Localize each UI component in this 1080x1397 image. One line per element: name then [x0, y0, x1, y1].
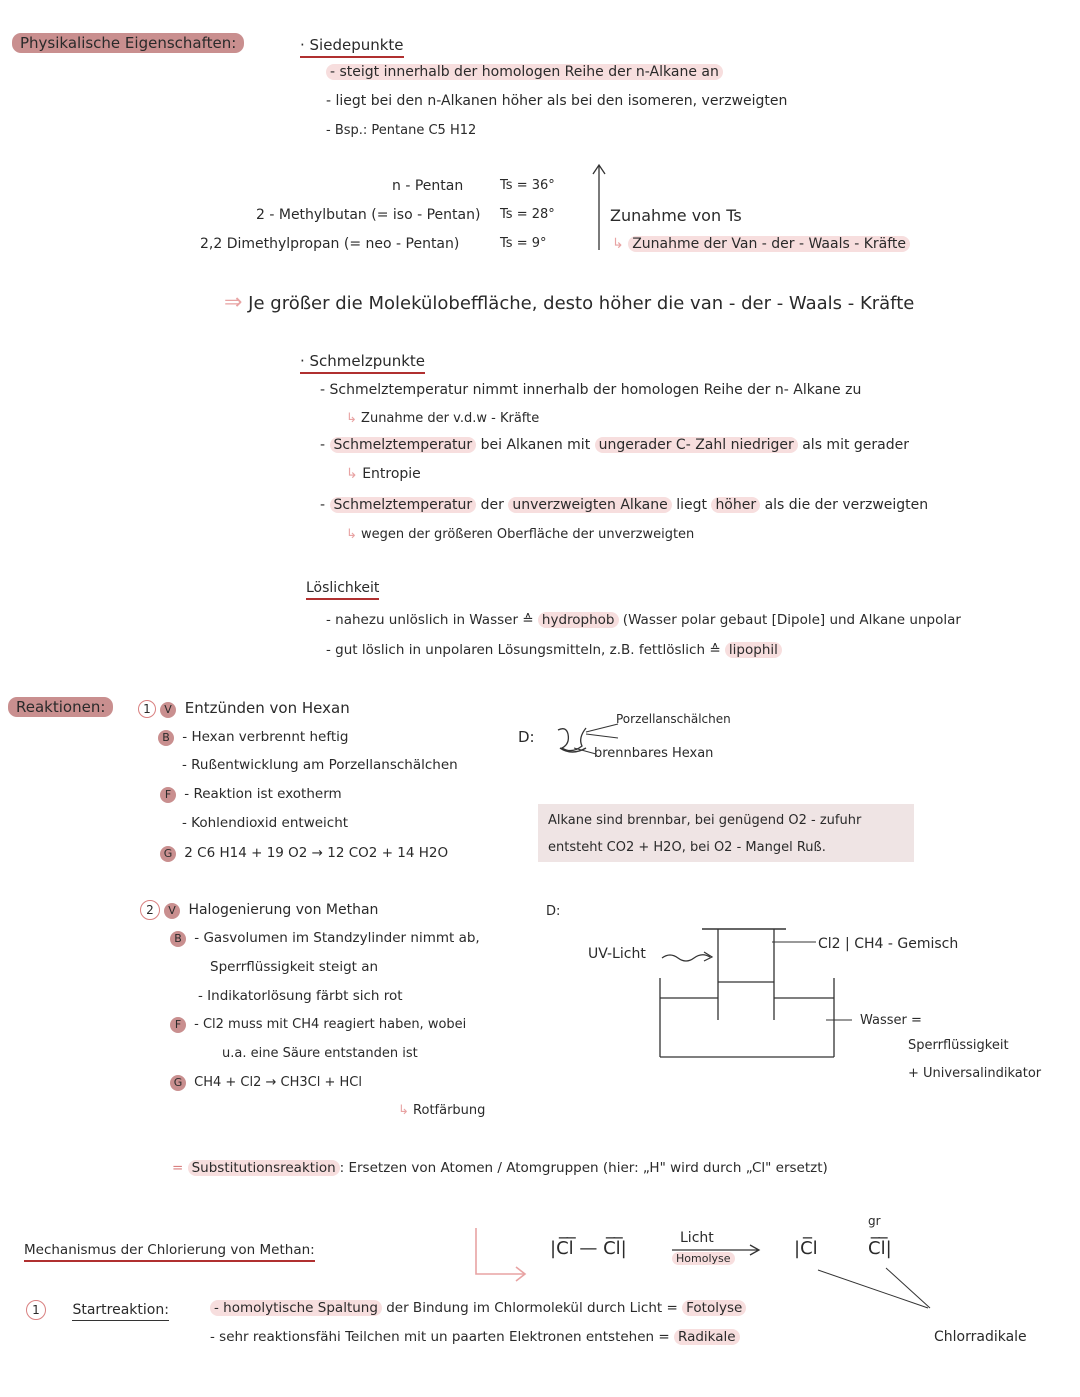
turn-arrow-icon: ↳ [346, 466, 358, 482]
r2-rotfaerbung: ↳ Rotfärbung [398, 1103, 486, 1118]
r1-b-badge: B [158, 730, 174, 746]
r2-uv-label: UV-Licht [588, 946, 646, 962]
chlorradikale-label: Chlorradikale [934, 1329, 1027, 1345]
loes-line-1: - nahezu unlöslich in Wasser ≙ hydrophob (Wasser polar gebaut [Dipole] und Alkane unpolar [326, 612, 961, 628]
turn-arrow-icon: ↳ [346, 411, 357, 426]
licht-label: Licht [680, 1230, 714, 1246]
r1-equation: G 2 C6 H14 + 19 O2 → 12 CO2 + 14 H2O [160, 845, 448, 862]
start-number: 1 [26, 1300, 46, 1320]
r1-g-badge: G [160, 846, 176, 862]
conclusion: ⇒ Je größer die Molekülobeffläche, desto höher die van - der - Waals - Kräfte [224, 290, 915, 315]
pentan-name-1: n - Pentan [392, 178, 464, 194]
r1-versuch: 1 V Entzünden von Hexan [138, 699, 350, 718]
start-line-2: - sehr reaktionsfähi Teilchen mit un paarten Elektronen entstehen = Radikale [210, 1329, 740, 1345]
r2-b3: - Indikatorlösung färbt sich rot [198, 988, 403, 1004]
r1-b2: - Rußentwicklung am Porzellanschälchen [182, 757, 458, 773]
schmelz-line-1-sub: ↳ Zunahme der v.d.w - Kräfte [346, 411, 540, 426]
r1-box-line-1: Alkane sind brennbar, bei genügend O2 - zufuhr [548, 813, 862, 828]
r1-b1: B - Hexan verbrennt heftig [158, 729, 348, 746]
pentan-ts-1: Ts = 36° [500, 178, 555, 193]
substitution-definition: = Substitutionsreaktion : Ersetzen von Atomen / Atomgruppen (hier: „H" wird durch „Cl" ersetzt) [172, 1160, 828, 1176]
siedepunkte-title: · Siedepunkte [300, 36, 404, 58]
pentan-name-3: 2,2 Dimethylpropan (= neo - Pentan) [200, 236, 460, 252]
down-right-arrow-icon [470, 1224, 530, 1284]
loes-line-2: - gut löslich in unpolaren Lösungsmitteln, z.B. fettlöslich ≙ lipophil [326, 642, 782, 658]
pentan-name-2: 2 - Methylbutan (= iso - Pentan) [256, 207, 481, 223]
schmelz-line-3: - Schmelztemperatur der unverzweigten Alkane liegt höher als die der verzweigten [320, 497, 929, 513]
r1-f2: - Kohlendioxid entweicht [182, 815, 349, 831]
siede-line-3: - Bsp.: Pentane C5 H12 [326, 123, 477, 138]
cl2-molecule: |C̅l̅ — C̅l̅| [550, 1238, 627, 1259]
r2-b2: Sperrflüssigkeit steigt an [210, 959, 379, 975]
r2-sperr: Sperrflüssigkeit [908, 1038, 1009, 1053]
schmelz-line-2-sub: ↳ Entropie [346, 466, 421, 482]
r2-g-badge: G [170, 1075, 186, 1091]
zunahme-vdw: ↳ Zunahme der Van - der - Waals - Kräfte [612, 236, 910, 252]
r2-d-label: D: [546, 904, 561, 919]
r1-v-badge: V [160, 702, 176, 718]
r1-d-hexan: brennbares Hexan [594, 746, 714, 761]
section-heading-physik: Physikalische Eigenschaften: [12, 34, 244, 52]
r1-d-porz: Porzellanschälchen [616, 712, 731, 726]
startreaktion: 1 Startreaktion: [26, 1300, 169, 1320]
cl-radical-2: C̅l̅| [868, 1238, 892, 1259]
r1-f1: F - Reaktion ist exotherm [160, 786, 342, 803]
mechanismus-heading: Mechanismus der Chlorierung von Methan: [24, 1242, 315, 1262]
up-arrow-icon [590, 162, 610, 252]
cl-radical-1: |C̅l [794, 1238, 818, 1259]
r2-versuch: 2 V Halogenierung von Methan [140, 900, 378, 920]
turn-arrow-icon: ↳ [612, 236, 624, 252]
r2-b-badge: B [170, 931, 186, 947]
r2-wasser: Wasser = [860, 1013, 922, 1028]
schmelzpunkte-title: · Schmelzpunkte [300, 352, 425, 374]
schmelz-line-1: - Schmelztemperatur nimmt innerhalb der homologen Reihe der n- Alkane zu [320, 382, 862, 398]
turn-arrow-icon: ↳ [346, 527, 357, 542]
schmelz-line-2: - Schmelztemperatur bei Alkanen mit ungerader C- Zahl niedriger als mit gerader [320, 437, 909, 453]
r2-number: 2 [140, 900, 160, 920]
r2-f-badge: F [170, 1017, 186, 1033]
turn-arrow-icon: ↳ [398, 1103, 409, 1118]
siede-line-2: - liegt bei den n-Alkanen höher als bei den isomeren, verzweigten [326, 93, 788, 109]
start-line-1: - homolytische Spaltung der Bindung im Chlormolekül durch Licht = Fotolyse [210, 1300, 746, 1316]
equals-sign: = [172, 1160, 184, 1176]
r1-d-label: D: [518, 728, 535, 746]
r2-v-badge: V [164, 903, 180, 919]
loeslichkeit-title: Löslichkeit [306, 580, 379, 600]
r2-univ: + Universalindikator [908, 1066, 1042, 1081]
r2-gemisch: Cl2 | CH4 - Gemisch [818, 936, 959, 952]
zunahme-ts: Zunahme von Ts [610, 206, 742, 225]
implies-arrow-icon: ⇒ [224, 290, 243, 315]
r1-f-badge: F [160, 787, 176, 803]
homolyse-label: Homolyse [672, 1252, 735, 1265]
section-heading-reaktionen: Reaktionen: [8, 698, 113, 716]
r2-equation: G CH4 + Cl2 → CH3Cl + HCl [170, 1075, 362, 1091]
r1-number: 1 [138, 700, 156, 718]
siede-line-1: - steigt innerhalb der homologen Reihe der n-Alkane an [326, 64, 723, 80]
r2-f2: u.a. eine Säure entstanden ist [222, 1046, 418, 1061]
schmelz-line-3-sub: ↳ wegen der größeren Oberfläche der unverzweigten [346, 527, 695, 542]
radical-pointer-lines [808, 1262, 948, 1322]
pentan-ts-2: Ts = 28° [500, 207, 555, 222]
pentan-ts-3: Ts = 9° [500, 236, 547, 251]
gr-note: gr [868, 1214, 881, 1228]
r1-box-line-2: entsteht CO2 + H2O, bei O2 - Mangel Ruß. [548, 840, 826, 855]
r2-f1: F - Cl2 muss mit CH4 reagiert haben, wobei [170, 1017, 466, 1033]
r2-b1: B - Gasvolumen im Standzylinder nimmt ab, [170, 930, 480, 947]
